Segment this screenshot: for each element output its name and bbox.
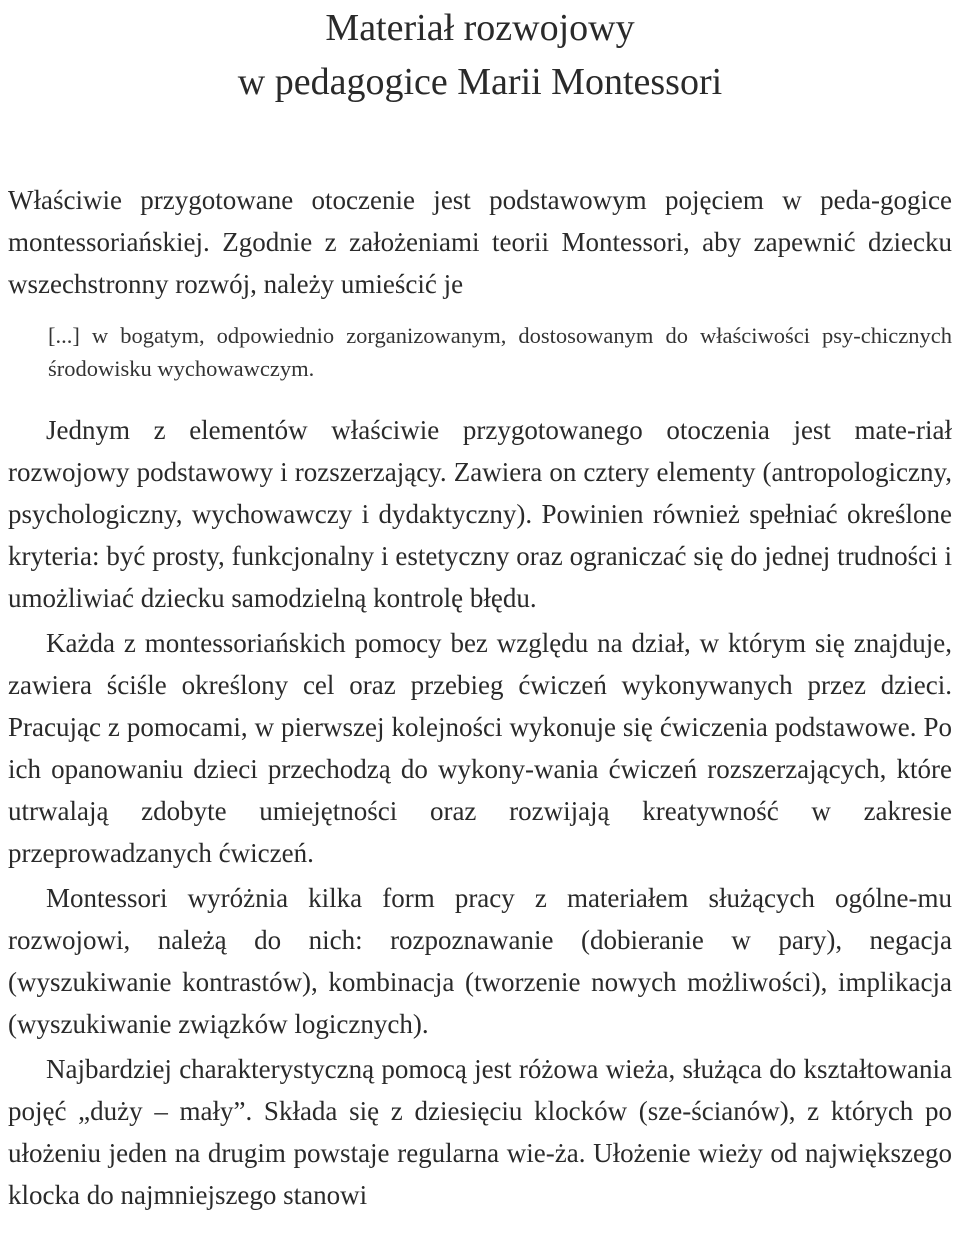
paragraph-2: Każda z montessoriańskich pomocy bez względu na dział, w którym się znajduje, zawiera ściśle określony cel oraz przebieg ćwiczeń wykonywanych przez dzieci. Pracując z pomocami, w pierwszej kolejności wykonuje się ćwiczenia podstawowe. Po ich opanowaniu dzieci przechodzą do wykony-wania ćwiczeń rozszerzających, które utrwalają zdobyte umiejętności oraz rozwijają kreatywność w zakresie przeprowadzanych ćwiczeń.	[8, 628, 952, 868]
paragraph-3: Montessori wyróżnia kilka form pracy z materiałem służących ogólne-mu rozwojowi, należą do nich: rozpoznawanie (dobieranie w pary), negacja (wyszukiwanie kontrastów), kombinacja (tworzenie nowych możliwości), implikacja (wyszukiwanie związków logicznych).	[8, 883, 952, 1039]
title-line-1: Materiał rozwojowy	[325, 7, 635, 49]
document-page	[0, 1, 960, 1241]
chapter-title	[8, 1, 952, 159]
paragraph-1: Jednym z elementów właściwie przygotowanego otoczenia jest mate-riał rozwojowy podstawowy i rozszerzający. Zawiera on cztery elementy (antropologiczny, psychologiczny, wychowawczy i dydaktyczny). Powinien również spełniać określone kryteria: być prosty, funkcjonalny i estetyczny oraz ograniczać się do jednej trudności i umożliwiać dziecku samodzielną kontrolę błędu.	[8, 415, 952, 613]
paragraph-4: Najbardziej charakterystyczną pomocą jest różowa wieża, służąca do kształtowania pojęć „duży – mały”. Składa się z dziesięciu klocków (sze-ścianów), z których po ułożeniu jeden na drugim powstaje regularna wie-ża. Ułożenie wieży od największego klocka do najmniejszego stanowi	[8, 1054, 952, 1210]
title-line-2: w pedagogice Marii Montessori	[237, 61, 723, 103]
block-quote: [...] w bogatym, odpowiednio zorganizowanym, dostosowanym do właściwości psy-chicznych środowisku wychowawczym.	[48, 323, 952, 381]
paragraph-intro: Właściwie przygotowane otoczenie jest podstawowym pojęciem w peda-gogice montessoriańskiej. Zgodnie z założeniami teorii Montessori, aby zapewnić dziecku wszechstronny rozwój, należy umieścić je	[8, 185, 952, 299]
